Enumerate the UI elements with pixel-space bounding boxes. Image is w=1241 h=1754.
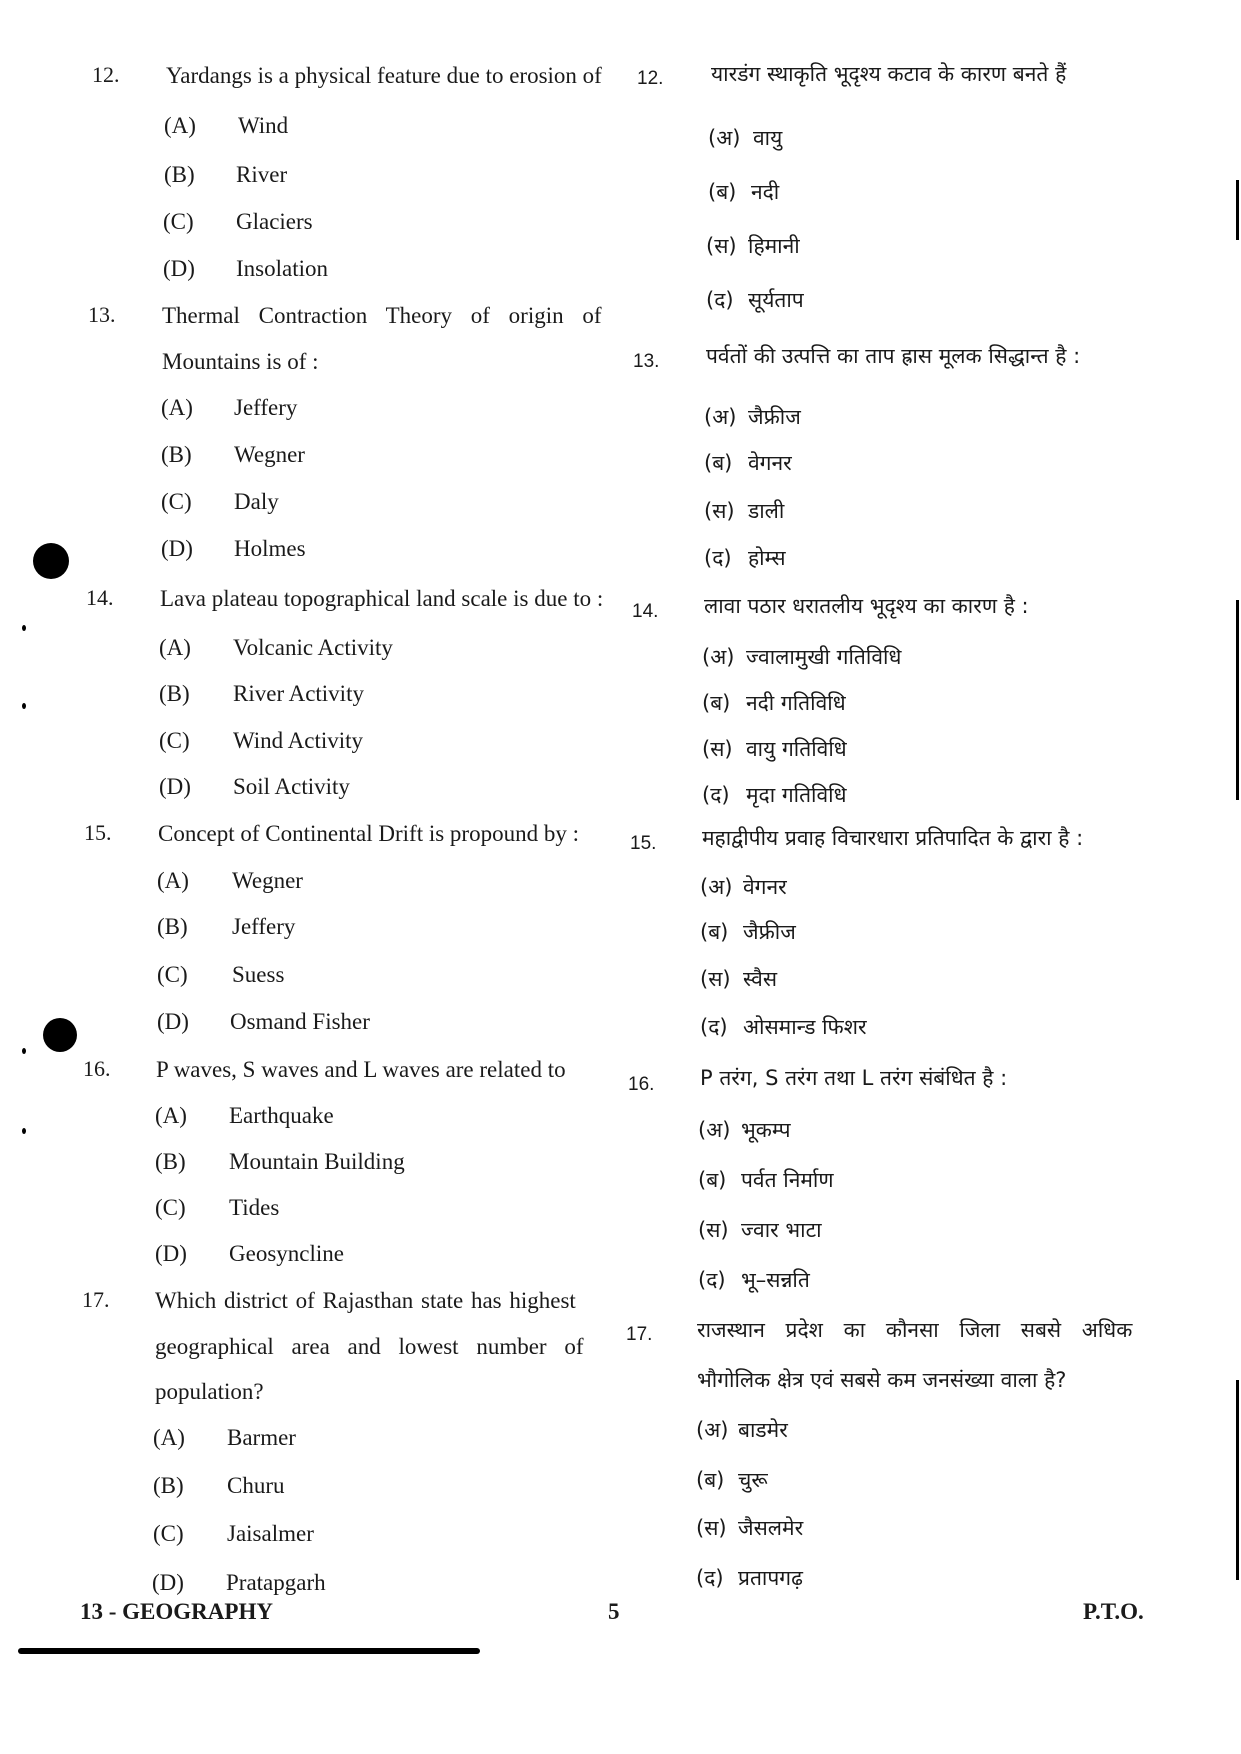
option-text: River Activity <box>233 681 364 706</box>
question-number: 14. <box>632 601 659 622</box>
option-key: (ब) <box>700 920 729 944</box>
option-key: (द) <box>702 783 730 807</box>
option-key: (C) <box>155 1195 186 1220</box>
option-text: Wind Activity <box>233 728 364 753</box>
option-key: (B) <box>164 162 195 187</box>
option-key: (C) <box>163 209 194 234</box>
margin-dot <box>22 1048 26 1054</box>
question-text: यारडंग स्थाकृति भूदृश्य कटाव के कारण बनते हैं <box>711 62 1067 86</box>
option-key: (द) <box>704 546 732 570</box>
question-number: 16. <box>628 1074 655 1095</box>
option-text: स्वैस <box>743 967 778 991</box>
option-key: (अ) <box>700 875 733 899</box>
question-number: 12. <box>637 68 664 89</box>
option-key: (A) <box>161 395 193 420</box>
question-text: geographical area and lowest number of <box>155 1334 584 1359</box>
option-text: चुरू <box>738 1468 768 1492</box>
option-text: ओसमान्ड फिशर <box>743 1015 867 1039</box>
question-number: 17. <box>82 1287 110 1312</box>
option-text: Pratapgarh <box>226 1570 326 1595</box>
question-number: 15. <box>630 833 657 854</box>
option-text: Wegner <box>234 442 305 467</box>
option-key: (अ) <box>698 1118 731 1142</box>
option-text: वायु <box>753 126 783 150</box>
option-text: Soil Activity <box>233 774 350 799</box>
option-text: जैफ्रीज <box>748 405 801 429</box>
option-key: (D) <box>161 536 193 561</box>
option-key: (अ) <box>708 126 741 150</box>
option-text: Geosyncline <box>229 1241 344 1266</box>
option-text: वेगनर <box>748 451 792 475</box>
option-text: भू–सन्नति <box>741 1268 810 1292</box>
option-key: (B) <box>155 1149 186 1174</box>
option-key: (स) <box>698 1218 729 1242</box>
option-key: (A) <box>153 1425 185 1450</box>
footer-rule <box>18 1648 480 1654</box>
option-text: डाली <box>748 499 785 523</box>
question-text: Mountains is of : <box>162 349 319 374</box>
option-text: Jaisalmer <box>227 1521 314 1546</box>
question-text: population? <box>155 1379 264 1404</box>
option-key: (ब) <box>698 1168 727 1192</box>
option-text: जैसलमेर <box>738 1516 804 1540</box>
option-text: Jeffery <box>232 914 296 939</box>
option-key: (द) <box>700 1015 728 1039</box>
option-key: (ब) <box>704 451 733 475</box>
margin-dot <box>22 625 26 631</box>
option-text: Daly <box>234 489 279 514</box>
option-key: (B) <box>161 442 192 467</box>
option-text: वायु गतिविधि <box>746 737 847 761</box>
option-text: प्रतापगढ़ <box>738 1566 803 1590</box>
option-key: (D) <box>155 1241 187 1266</box>
question-text: Thermal Contraction Theory of origin of <box>162 303 602 328</box>
footer-subject: 13 - GEOGRAPHY <box>80 1599 273 1624</box>
option-text: हिमानी <box>748 234 800 258</box>
option-key: (C) <box>161 489 192 514</box>
option-text: ज्वार भाटा <box>741 1218 822 1242</box>
option-text: Mountain Building <box>229 1149 405 1174</box>
option-text: Glaciers <box>236 209 313 234</box>
option-text: जैफ्रीज <box>743 920 796 944</box>
question-text: राजस्थान प्रदेश का कौनसा जिला सबसे अधिक <box>697 1318 1133 1342</box>
option-text: ज्वालामुखी गतिविधि <box>746 645 902 669</box>
option-key: (B) <box>159 681 190 706</box>
question-text: Yardangs is a physical feature due to erosion of <box>166 63 602 88</box>
margin-dot <box>22 1128 26 1134</box>
option-key: (स) <box>704 499 735 523</box>
right-edge-mark <box>1236 600 1239 800</box>
question-text: Lava plateau topographical land scale is due to : <box>160 586 604 611</box>
option-key: (स) <box>700 967 731 991</box>
option-text: नदी गतिविधि <box>746 691 846 715</box>
option-text: नदी <box>751 180 780 204</box>
option-text: River <box>236 162 288 187</box>
option-text: Wind <box>238 113 289 138</box>
option-text: मृदा गतिविधि <box>746 783 847 807</box>
option-text: होम्स <box>748 546 786 570</box>
right-edge-mark <box>1236 180 1239 240</box>
option-key: (द) <box>706 288 734 312</box>
question-number: 13. <box>633 351 660 372</box>
option-text: Holmes <box>234 536 306 561</box>
option-text: Tides <box>229 1195 280 1220</box>
option-key: (D) <box>152 1570 184 1595</box>
question-number: 15. <box>84 820 112 845</box>
footer-page-number: 5 <box>608 1599 620 1624</box>
question-text: भौगोलिक क्षेत्र एवं सबसे कम जनसंख्या वाला है? <box>697 1368 1067 1392</box>
option-key: (A) <box>155 1103 187 1128</box>
option-text: Insolation <box>236 256 328 281</box>
option-key: (C) <box>157 962 188 987</box>
question-text: Concept of Continental Drift is propound by : <box>158 821 579 846</box>
option-text: Earthquake <box>229 1103 334 1128</box>
question-number: 14. <box>86 585 114 610</box>
option-key: (स) <box>696 1516 727 1540</box>
option-text: Jeffery <box>234 395 298 420</box>
margin-dot <box>22 703 26 709</box>
option-text: भूकम्प <box>741 1118 791 1142</box>
question-number: 12. <box>92 62 120 87</box>
option-key: (स) <box>706 234 737 258</box>
option-text: Osmand Fisher <box>230 1009 370 1034</box>
option-key: (D) <box>157 1009 189 1034</box>
option-text: Barmer <box>227 1425 296 1450</box>
option-key: (D) <box>159 774 191 799</box>
option-key: (ब) <box>702 691 731 715</box>
option-text: Wegner <box>232 868 303 893</box>
margin-bullet-mark <box>33 543 69 579</box>
option-key: (A) <box>159 635 191 660</box>
option-key: (C) <box>159 728 190 753</box>
question-text: P तरंग, S तरंग तथा L तरंग संबंधित है : <box>700 1066 1008 1090</box>
margin-bullet-mark <box>43 1018 77 1052</box>
option-text: सूर्यताप <box>748 288 804 312</box>
question-text: P waves, S waves and L waves are related to <box>156 1057 566 1082</box>
question-text: महाद्वीपीय प्रवाह विचारधारा प्रतिपादित के द्वारा है : <box>702 826 1084 850</box>
option-key: (अ) <box>704 405 737 429</box>
option-key: (अ) <box>696 1418 729 1442</box>
right-edge-mark <box>1236 1380 1239 1580</box>
question-number: 16. <box>83 1056 111 1081</box>
question-text: Which district of Rajasthan state has highest <box>155 1288 576 1313</box>
option-key: (ब) <box>708 180 737 204</box>
question-number: 17. <box>626 1324 653 1345</box>
option-key: (स) <box>702 737 733 761</box>
option-text: बाडमेर <box>738 1418 788 1442</box>
question-text: पर्वतों की उत्पत्ति का ताप ह्रास मूलक सिद्धान्त है : <box>706 344 1081 368</box>
option-key: (B) <box>153 1473 184 1498</box>
option-key: (B) <box>157 914 188 939</box>
option-key: (A) <box>164 113 196 138</box>
option-key: (ब) <box>696 1468 725 1492</box>
option-key: (A) <box>157 868 189 893</box>
question-number: 13. <box>88 302 116 327</box>
option-text: वेगनर <box>743 875 787 899</box>
option-text: पर्वत निर्माण <box>741 1168 834 1192</box>
option-key: (D) <box>163 256 195 281</box>
option-key: (द) <box>696 1566 724 1590</box>
option-text: Suess <box>232 962 285 987</box>
question-text: लावा पठार धरातलीय भूदृश्य का कारण है : <box>704 594 1029 618</box>
footer-pto: P.T.O. <box>1083 1599 1144 1624</box>
option-key: (द) <box>698 1268 726 1292</box>
option-key: (C) <box>153 1521 184 1546</box>
option-text: Volcanic Activity <box>233 635 393 660</box>
option-text: Churu <box>227 1473 285 1498</box>
option-key: (अ) <box>702 645 735 669</box>
